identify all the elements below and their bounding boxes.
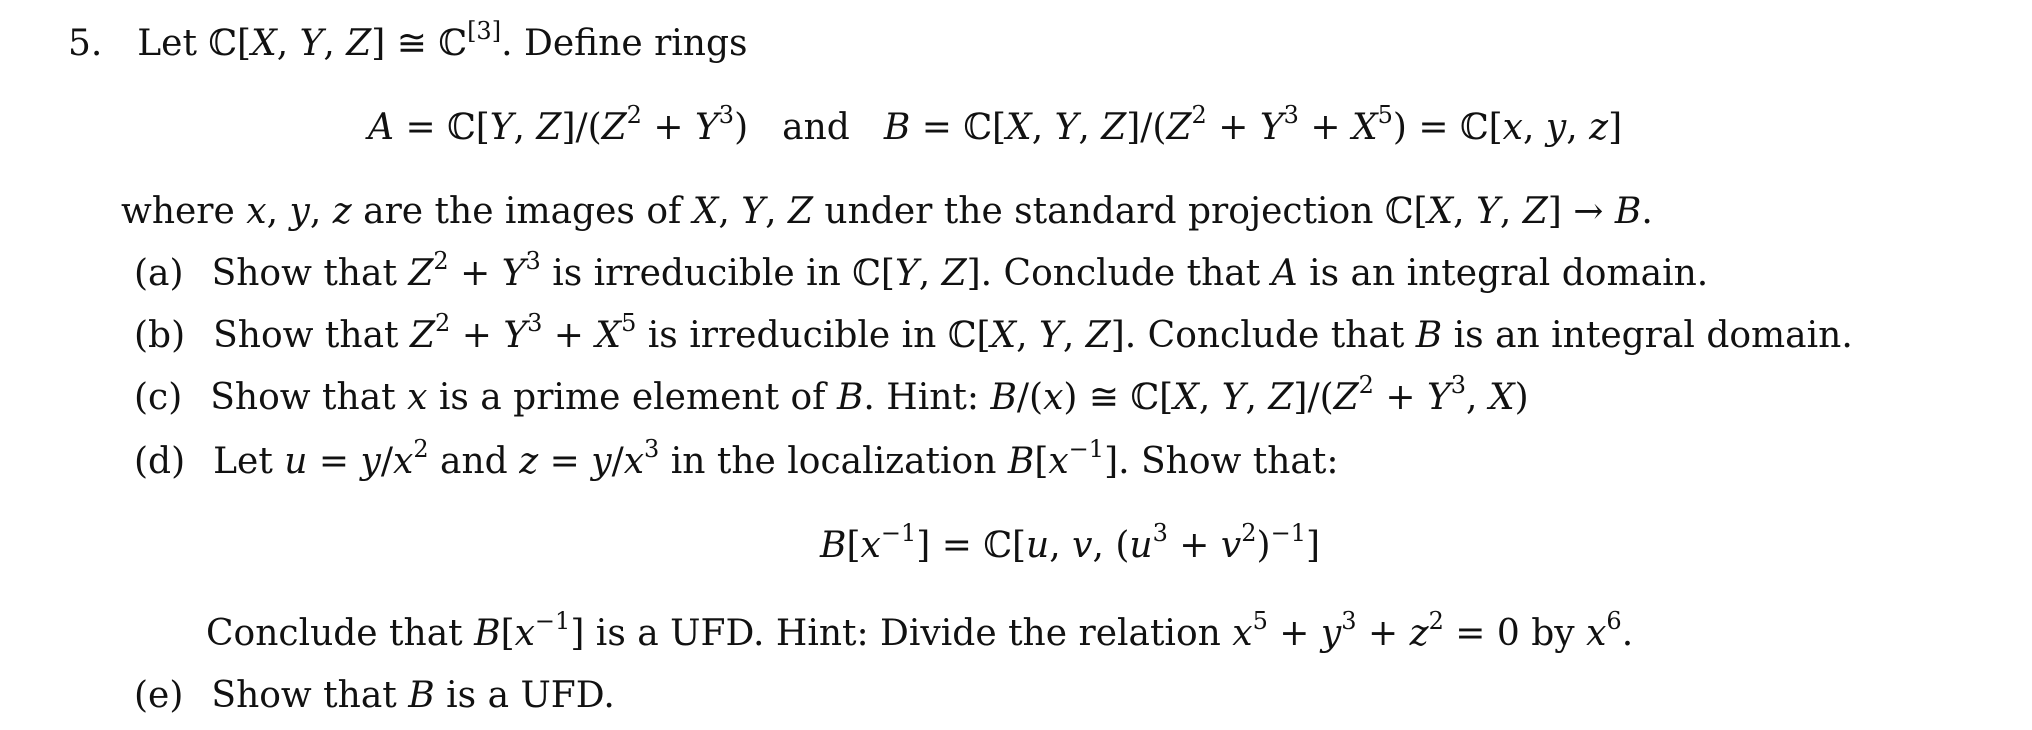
part-d-label: (d) bbox=[134, 441, 186, 482]
part-c-text: Show that x is a prime element of B. Hint: B/(x) ≅ ℂ[X, Y, $Z]/(Z^2 + Y^3$, X) bbox=[210, 371, 1529, 418]
where-line: where x, y, z are the images of X, Y, Z under the standard projection ℂ[X, Y, Z] → B. bbox=[121, 191, 1653, 232]
equation-a: A = ℂ[Y, $Z]/(Z^2 + Y^3)$ bbox=[368, 101, 749, 148]
rings-equation bbox=[368, 101, 1623, 150]
part-a-text: Show that $Z^2 + Y^3$ is irreducible in ℂ[Y, Z]. Conclude that A is an integral domain. bbox=[211, 247, 1709, 294]
equation-b: B = ℂ[X, Y, $Z]/(Z^2 + Y^3 + X^5)$ = ℂ[x, y, z] bbox=[883, 101, 1623, 148]
part-a-label: (a) bbox=[134, 253, 184, 294]
equation-and: and bbox=[782, 107, 850, 148]
part-b-text: Show that $Z^2 + Y^3 + X^5$ is irreducible in ℂ[X, Y, Z]. Conclude that B is an integral domain. bbox=[213, 309, 1853, 356]
part-c bbox=[134, 371, 1529, 420]
part-e bbox=[134, 674, 615, 718]
part-d-text: Let $u = y/x^2$ and $z = y/x^3$ in the localization $B[x^{-1}]$. Show that: bbox=[213, 435, 1339, 482]
part-e-label: (e) bbox=[134, 675, 184, 716]
part-d-display-equation: $B[x^{-1}]$ = ℂ[u, v, $(u^3 + v^2)^{-1}$] bbox=[820, 519, 1321, 566]
part-c-label: (c) bbox=[134, 377, 183, 418]
part-e-text: Show that B is a UFD. bbox=[211, 675, 615, 716]
part-d bbox=[134, 435, 1339, 484]
part-b-label: (b) bbox=[134, 315, 186, 356]
problem-intro: Let ℂ[X, Y, Z] ≅ ℂ[3]. Define rings bbox=[137, 17, 748, 64]
problem-number: 5. bbox=[68, 23, 103, 64]
part-d-conclusion: Conclude that $B[x^{-1}]$ is a UFD. Hint: Divide the relation $x^5 + y^3 + z^2 = 0$ by $x^6$. bbox=[206, 607, 1634, 654]
problem-intro-line bbox=[68, 17, 748, 66]
part-b bbox=[134, 309, 1853, 358]
part-a bbox=[134, 247, 1709, 296]
